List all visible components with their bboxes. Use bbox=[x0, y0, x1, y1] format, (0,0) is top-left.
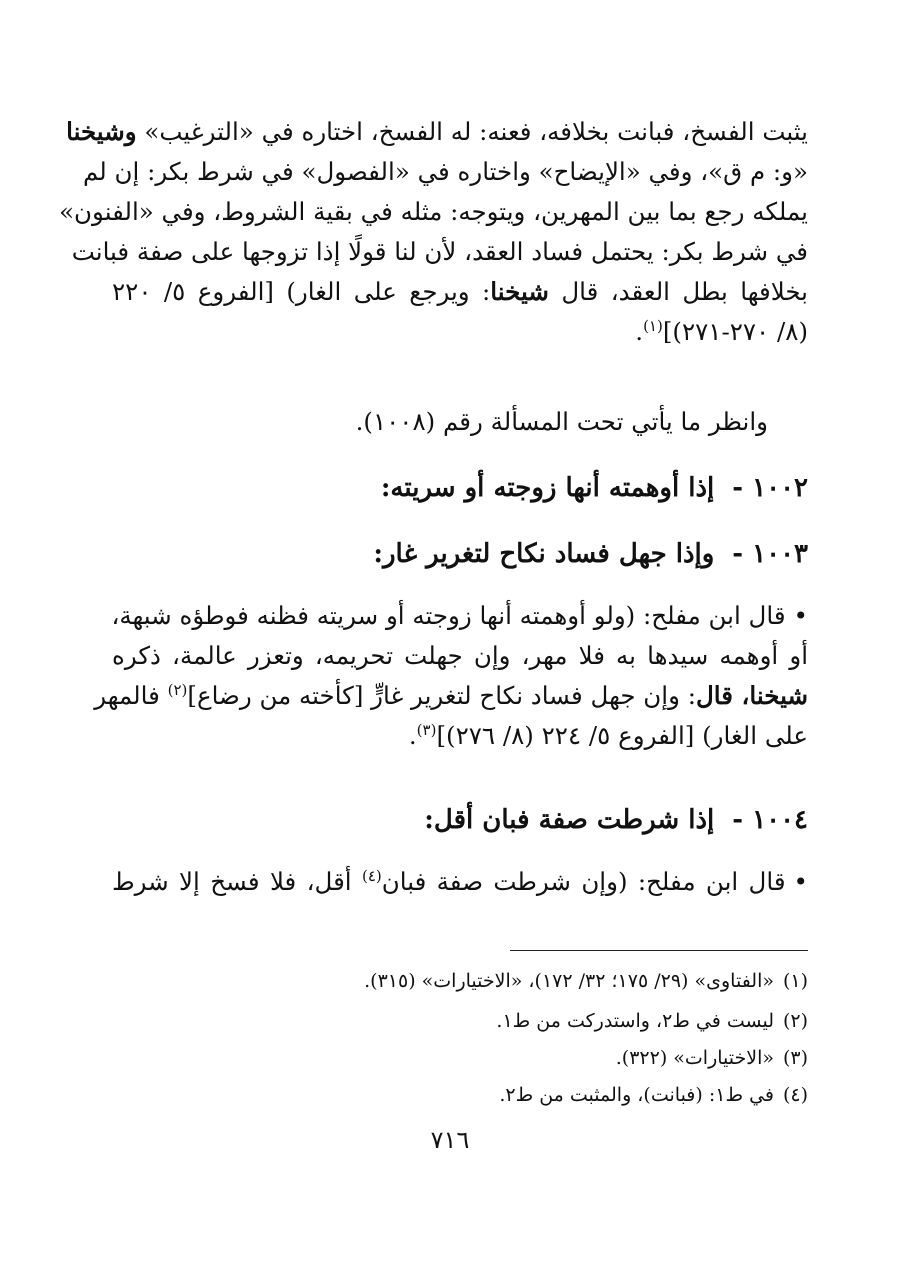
paragraph-3-line-4: على الغار) [الفروع ٥/ ٢٢٤ (٨/ ٢٧٦)]$^{(٣)}$. bbox=[408, 720, 808, 750]
footnote-3: (٣)«الاختيارات» (٣٢٢). bbox=[615, 1047, 808, 1069]
paragraph-1 bbox=[59, 112, 808, 352]
paragraph-3-line-3: شيخنا، قال: وإن جهل فساد نكاح لتغرير غارٍّ [كأخته من رضاع]$^{(٢)}$ فالمهر bbox=[94, 680, 808, 710]
page-number: ٧١٦ bbox=[430, 1126, 470, 1154]
bullet-icon: • bbox=[793, 867, 808, 896]
footnote-divider bbox=[510, 950, 808, 951]
footnote-4: (٤)في ط١: (فبانت)، والمثبت من ط٢. bbox=[499, 1084, 808, 1106]
heading-1004-number: ١٠٠٤ - bbox=[732, 805, 808, 835]
paragraph-1-line-1: يثبت الفسخ، فبانت بخلافه، فعنه: له الفسخ، اختاره في «الترغيب» وشيخنا bbox=[66, 117, 808, 146]
heading-1004 bbox=[424, 800, 808, 840]
paragraph-4-line-1: •قال ابن مفلح: (وإن شرطت صفة فبان$^{(٤)}$ أقل، فلا فسخ إلا شرط bbox=[112, 866, 808, 896]
paragraph-3-line-2: أو أوهمه سيدها به فلا مهر، وإن جهلت تحريمه، وتعزر عالمة، ذكره bbox=[112, 641, 808, 670]
paragraph-1-line-3: يملكه رجع بما بين المهرين، ويتوجه: مثله في بقية الشروط، وفي «الفنون» bbox=[59, 197, 808, 226]
heading-1003-number: ١٠٠٣ - bbox=[732, 539, 808, 569]
paragraph-1-line-4: في شرط بكر: يحتمل فساد العقد، لأن لنا قولًا إذا تزوجها على صفة فبانت bbox=[71, 237, 808, 266]
paragraph-3 bbox=[94, 596, 808, 756]
paragraph-1-line-5: بخلافها بطل العقد، قال شيخنا: ويرجع على الغار) [الفروع ٥/ ٢٢٠ bbox=[112, 277, 808, 306]
footnote-2: (٢)ليست في ط٢، واستدركت من ط١. bbox=[496, 1010, 808, 1032]
heading-1003 bbox=[373, 534, 808, 574]
heading-1002-title: إذا أوهمته أنها زوجته أو سريته: bbox=[380, 473, 715, 503]
bullet-icon: • bbox=[793, 601, 808, 630]
heading-1002-number: ١٠٠٢ - bbox=[732, 473, 808, 503]
paragraph-3-line-1: •قال ابن مفلح: (ولو أوهمته أنها زوجته أو سريته فظنه فوطؤه شبهة، bbox=[111, 601, 808, 630]
paragraph-1-line-2: «و: م ق»، وفي «الإيضاح» واختاره في «الفصول» في شرط بكر: إن لم bbox=[83, 157, 808, 186]
paragraph-2 bbox=[112, 402, 808, 442]
heading-1004-title: إذا شرطت صفة فبان أقل: bbox=[424, 805, 715, 835]
heading-1003-title: وإذا جهل فساد نكاح لتغرير غار: bbox=[373, 539, 715, 569]
heading-1002 bbox=[381, 468, 808, 508]
paragraph-2-line-1: وانظر ما يأتي تحت المسألة رقم (١٠٠٨). bbox=[355, 407, 768, 436]
paragraph-1-line-6: (٨/ ٢٧٠-٢٧١)]$^{(١)}$. bbox=[635, 316, 808, 346]
footnote-1: (١)«الفتاوى» (٢٩/ ١٧٥؛ ٣٢/ ١٧٢)، «الاختيارات» (٣١٥). bbox=[364, 970, 808, 992]
paragraph-4 bbox=[112, 862, 808, 902]
